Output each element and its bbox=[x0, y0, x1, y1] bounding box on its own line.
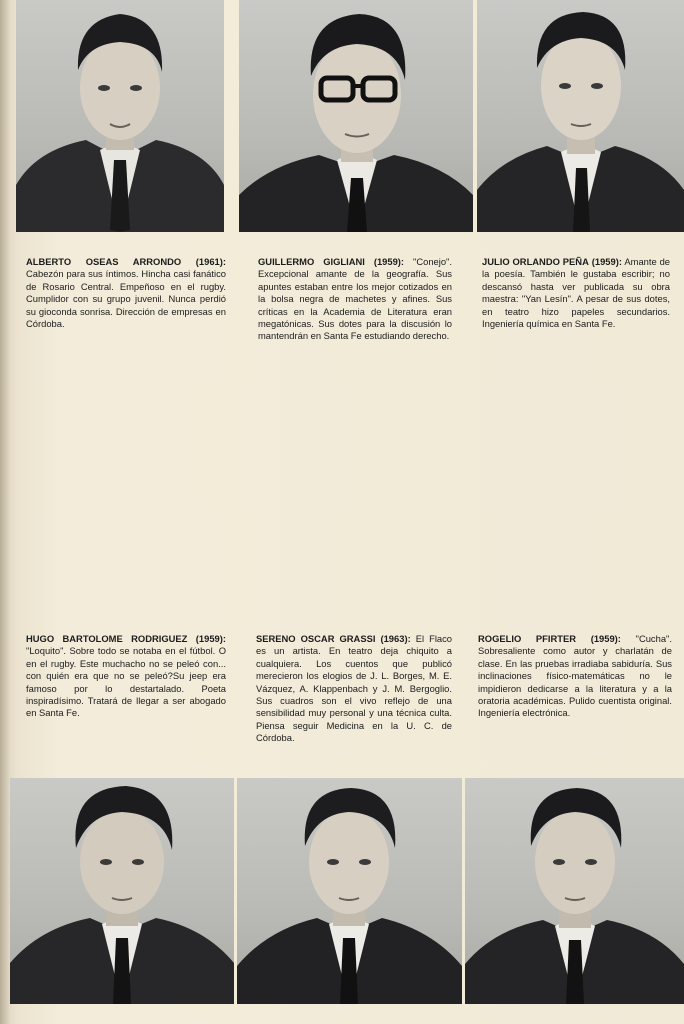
student-bio-text: El Flaco es un artista. En teatro deja chiquito a cualquiera. Los cuentos que publicó merecieron los elogios de J. L. Borges, M. E. Vázquez, A. Klappenbach y J. M. Bergoglio. Sus cuadros son el vivo reflejo de una sensibilidad muy personal y una técnica culta. Piensa seguir Medicina en la U. C. de Córdoba. bbox=[256, 633, 453, 744]
page-spine bbox=[0, 0, 10, 1024]
student-name: JULIO ORLANDO PEÑA bbox=[482, 256, 589, 267]
portrait-photo-pfirter bbox=[465, 778, 684, 1004]
student-year: (1959): bbox=[195, 633, 227, 644]
student-bio-text: Amante de la poesía. También le gustaba escribir; no descansó hasta ver publicada su obra maestra: "Yan Lesín". A pesar de sus dotes, en teatro hizo papeles secundarios. Ingeniería química en Santa Fe. bbox=[482, 256, 671, 330]
portrait-photo-rodriguez bbox=[10, 778, 234, 1004]
bio-arrondo bbox=[26, 256, 226, 330]
student-year: (1959): bbox=[373, 256, 405, 267]
bio-pena bbox=[482, 256, 670, 330]
student-year: (1959): bbox=[591, 256, 622, 267]
student-name: GUILLERMO GIGLIANI bbox=[258, 256, 365, 267]
student-name: ROGELIO PFIRTER bbox=[478, 633, 577, 644]
student-bio-text: "Cucha". Sobresaliente como autor y charlatán de clase. En las pruebas irradiaba sabiduría. Sus inclinaciones físico-matemáticas no le impidieron dedicarse a la literatura y a la oratoria académicas. Pulido cuentista original. Ingeniería electrónica. bbox=[478, 633, 672, 719]
bio-grassi bbox=[256, 633, 452, 745]
student-bio-text: "Loquito". Sobre todo se notaba en el fútbol. O en el rugby. Este muchacho no se peleó con... con quién era que no se peleó?Su jeep era famoso por lo destartalado. Poeta inspiradísimo. Tratará de llegar a ser abogado en Santa Fe. bbox=[26, 645, 226, 719]
student-year: (1961): bbox=[195, 256, 226, 267]
bio-gigliani bbox=[258, 256, 452, 343]
bio-pfirter bbox=[478, 633, 672, 720]
student-name: SERENO OSCAR GRASSI bbox=[256, 633, 376, 644]
student-bio-text: "Conejo". Excepcional amante de la geografía. Sus apuntes estaban entre los mejor cotizados en la bolsa negra de machetes y afines. Sus críticas en la Academia de Literatura eran megatónicas. Sus dotes para la discusión lo mantendrán en Santa Fe estudiando derecho. bbox=[258, 256, 452, 342]
student-year: (1963): bbox=[380, 633, 411, 644]
portrait-photo-pena bbox=[477, 0, 684, 232]
bio-rodriguez bbox=[26, 633, 226, 720]
portrait-photo-grassi bbox=[237, 778, 462, 1004]
student-bio-text: Cabezón para sus íntimos. Hincha casi fanático de Rosario Central. Empeñoso en el rugby. Cumplidor con su grupo juvenil. Nunca perdió su gioconda sonrisa. Dirección de empresas en Córdoba. bbox=[26, 268, 226, 330]
student-name: HUGO BARTOLOME RODRIGUEZ bbox=[26, 633, 188, 644]
student-name: ALBERTO OSEAS ARRONDO bbox=[26, 256, 182, 267]
portrait-photo-arrondo bbox=[16, 0, 224, 232]
student-year: (1959): bbox=[590, 633, 621, 644]
portrait-photo-gigliani bbox=[239, 0, 473, 232]
